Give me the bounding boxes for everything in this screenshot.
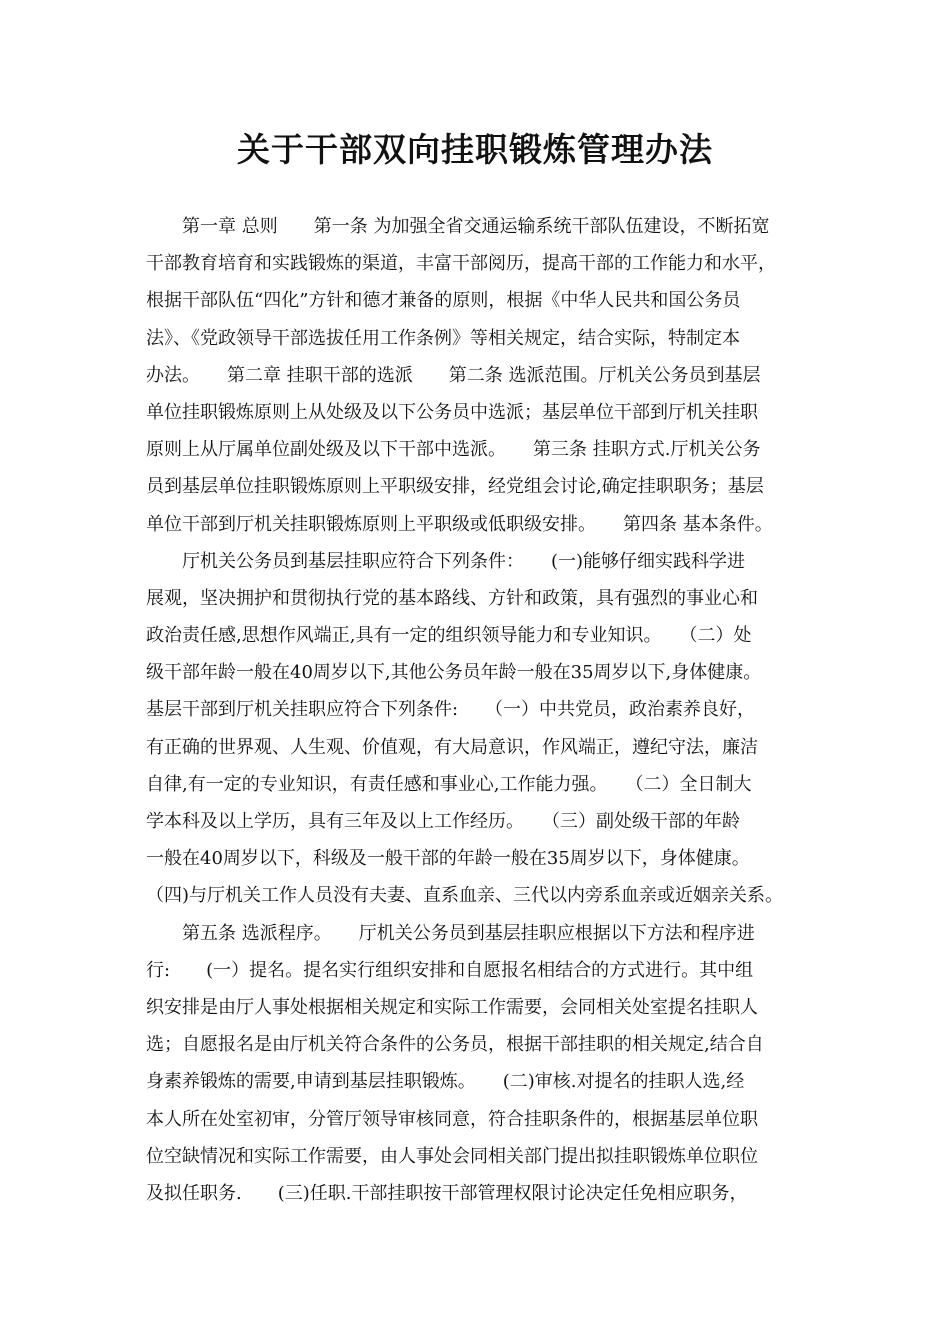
body-line-9: 单位干部到厅机关挂职锻炼原则上平职级或低职级安排。 第四条 基本条件。 (146, 513, 773, 535)
body-line-17: 学本科及以上学历，具有三年及以上工作经历。 （三）副处级干部的年龄 (146, 811, 740, 832)
body-line-25: 本人所在处室初审，分管厅领导审核同意，符合挂职条件的，根据基层单位职 (146, 1108, 758, 1130)
body-line-4: 法》、《党政领导干部选拔任用工作条例》等相关规定，结合实际，特制定本 (146, 327, 740, 349)
document-body (146, 208, 816, 1212)
body-line-3: 根据干部队伍“四化”方针和德才兼备的原则，根据《中华人民共和国公务员 (146, 290, 741, 312)
body-line-1: 第一章 总则 第一条 为加强全省交通运输系统干部队伍建设，不断拓宽 (146, 216, 770, 237)
body-line-10: 厅机关公务员到基层挂职应符合下列条件： (一)能够仔细实践科学进 (146, 550, 746, 572)
body-line-24: 身素养锻炼的需要,申请到基层挂职锻炼。 (二)审核.对提名的挂职人选,经 (146, 1071, 745, 1093)
body-line-11: 展观，坚决拥护和贯彻执行党的基本路线、方针和政策，具有强烈的事业心和 (146, 587, 758, 609)
body-line-22: 织安排是由厅人事处根据相关规定和实际工作需要，会同相关处室提名挂职人 (146, 996, 758, 1018)
body-line-5: 办法。 第二章 挂职干部的选派 第二条 选派范围。厅机关公务员到基层 (146, 364, 761, 386)
body-line-14: 基层干部到厅机关挂职应符合下列条件: （一）中共党员，政治素养良好， (146, 699, 756, 721)
body-line-20: 第五条 选派程序。 厅机关公务员到基层挂职应根据以下方法和程序进 (146, 922, 755, 944)
body-line-2: 干部教育培育和实践锻炼的渠道，丰富干部阅历，提高干部的工作能力和水平， (146, 253, 776, 275)
body-line-7: 原则上从厅属单位副处级及以下干部中选派。 第三条 挂职方式.厅机关公务 (146, 439, 761, 461)
body-line-19: （四)与厅机关工作人员没有夫妻、直系血亲、三代以内旁系血亲或近姻亲关系。 (146, 885, 784, 907)
body-line-12: 政治责任感,思想作风端正,具有一定的组织领导能力和专业知识。 （二）处 (146, 625, 752, 647)
body-line-26: 位空缺情况和实际工作需要，由人事处会同相关部门提出拟挂职锻炼单位职位 (146, 1145, 758, 1167)
body-line-6: 单位挂职锻炼原则上从处级及以下公务员中选派；基层单位干部到厅机关挂职 (146, 401, 758, 423)
document-title: 关于干部双向挂职锻炼管理办法 (237, 130, 713, 169)
body-line-27: 及拟任职务. (三)任职.干部挂职按干部管理权限讨论决定任免相应职务， (146, 1182, 748, 1204)
body-line-23: 选；自愿报名是由厅机关符合条件的公务员，根据干部挂职的相关规定,结合自 (146, 1034, 764, 1056)
body-line-18: 一般在40周岁以下，科级及一般干部的年龄一般在35周岁以下，身体健康。 (146, 848, 750, 870)
body-line-8: 员到基层单位挂职锻炼原则上平职级安排，经党组会讨论,确定挂职职务；基层 (146, 476, 764, 498)
body-line-16: 自律,有一定的专业知识，有责任感和事业心,工作能力强。 （二）全日制大 (146, 773, 752, 795)
body-line-15: 有正确的世界观、人生观、价值观，有大局意识，作风端正，遵纪守法，廉洁 (146, 736, 758, 758)
body-line-21: 行: (一）提名。提名实行组织安排和自愿报名相结合的方式进行。其中组 (146, 959, 754, 981)
body-line-13: 级干部年龄一般在40周岁以下,其他公务员年龄一般在35周岁以下,身体健康。 (146, 662, 762, 684)
